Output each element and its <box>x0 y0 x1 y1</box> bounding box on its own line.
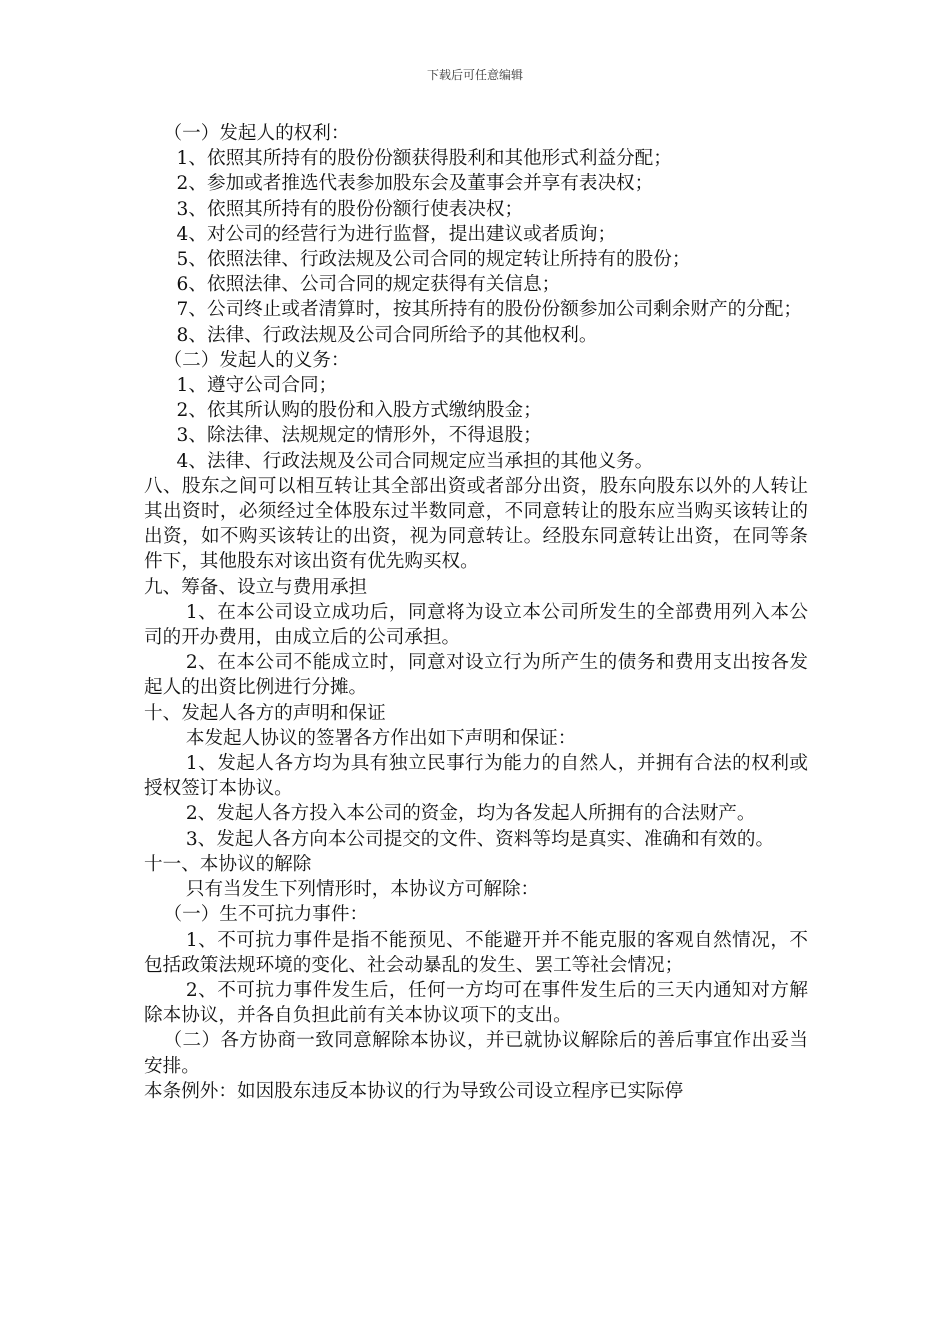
paragraph: 4、对公司的经营行为进行监督，提出建议或者质询； <box>176 223 617 245</box>
section-heading: 十一、本协议的解除 <box>144 853 312 875</box>
paragraph: 2、发起人各方投入本公司的资金，均为各发起人所拥有的合法财产。 <box>185 803 756 825</box>
paragraph: 3、依照其所持有的股份份额行使表决权； <box>176 198 524 220</box>
paragraph: 6、依照法律、公司合同的规定获得有关信息； <box>176 274 561 296</box>
section-heading: 十、发起人各方的声明和保证 <box>144 702 386 724</box>
paragraph: 8、法律、行政法规及公司合同所给予的其他权利。 <box>176 324 598 346</box>
paragraph: 3、除法律、法规规定的情形外，不得退股； <box>176 425 542 447</box>
section-heading: 九、筹备、设立与费用承担 <box>144 576 368 598</box>
paragraph: 本条例外：如因股东违反本协议的行为导致公司设立程序已实际停 <box>144 1080 684 1102</box>
paragraph: 1、遵守公司合同； <box>176 375 338 397</box>
paragraph: 7、公司终止或者清算时，按其所持有的股份份额参加公司剩余财产的分配； <box>176 299 802 321</box>
paragraph: 5、依照法律、行政法规及公司合同的规定转让所持有的股份； <box>176 249 691 271</box>
document-body <box>144 121 808 1104</box>
paragraph: 1、在本公司设立成功后，同意将为设立本公司所发生的全部费用列入本公司的开办费用，由成立后的公司承担。 <box>144 601 808 649</box>
paragraph: 4、法律、行政法规及公司合同规定应当承担的其他义务。 <box>176 450 654 472</box>
paragraph: （二）发起人的义务： <box>163 349 350 371</box>
paragraph: 2、依其所认购的股份和入股方式缴纳股金； <box>176 400 542 422</box>
paragraph: 2、参加或者推选代表参加股东会及董事会并享有表决权； <box>176 173 654 195</box>
paragraph: （一）发起人的权利： <box>163 123 350 144</box>
paragraph: 1、发起人各方均为具有独立民事行为能力的自然人，并拥有合法的权利或授权签订本协议。 <box>144 753 808 800</box>
paragraph: 八、股东之间可以相互转让其全部出资或者部分出资，股东向股东以外的人转让其出资时，必须经过全体股东过半数同意，不同意转让的股东应当购买该转让的出资，如不购买该转让的出资，视为同意转让。经股东同意转让出资，在同等条件下，其他股东对该出资有优先购买权。 <box>144 475 808 573</box>
paragraph: （二）各方协商一致同意解除本协议，并已就协议解除后的善后事宜作出妥当安排。 <box>144 1030 808 1077</box>
paragraph: 3、发起人各方向本公司提交的文件、资料等均是真实、准确和有效的。 <box>185 828 775 850</box>
paragraph: 只有当发生下列情形时，本协议方可解除： <box>185 879 540 901</box>
paragraph: 1、依照其所持有的股份份额获得股利和其他形式利益分配； <box>176 148 672 170</box>
paragraph: 1、不可抗力事件是指不能预见、不能避开并不能克服的客观自然情况，不包括政策法规环境的变化、社会动暴乱的发生、罢工等社会情况； <box>144 929 808 976</box>
paragraph: 2、在本公司不能成立时，同意对设立行为所产生的债务和费用支出按各发起人的出资比例进行分摊。 <box>144 652 808 699</box>
paragraph: （一）生不可抗力事件： <box>163 904 369 926</box>
paragraph: 本发起人协议的签署各方作出如下声明和保证： <box>185 727 577 749</box>
header-note: 下载后可任意编辑 <box>426 68 523 82</box>
paragraph: 2、不可抗力事件发生后，任何一方均可在事件发生后的三天内通知对方解除本协议，并各自负担此前有关本协议项下的支出。 <box>144 979 808 1027</box>
